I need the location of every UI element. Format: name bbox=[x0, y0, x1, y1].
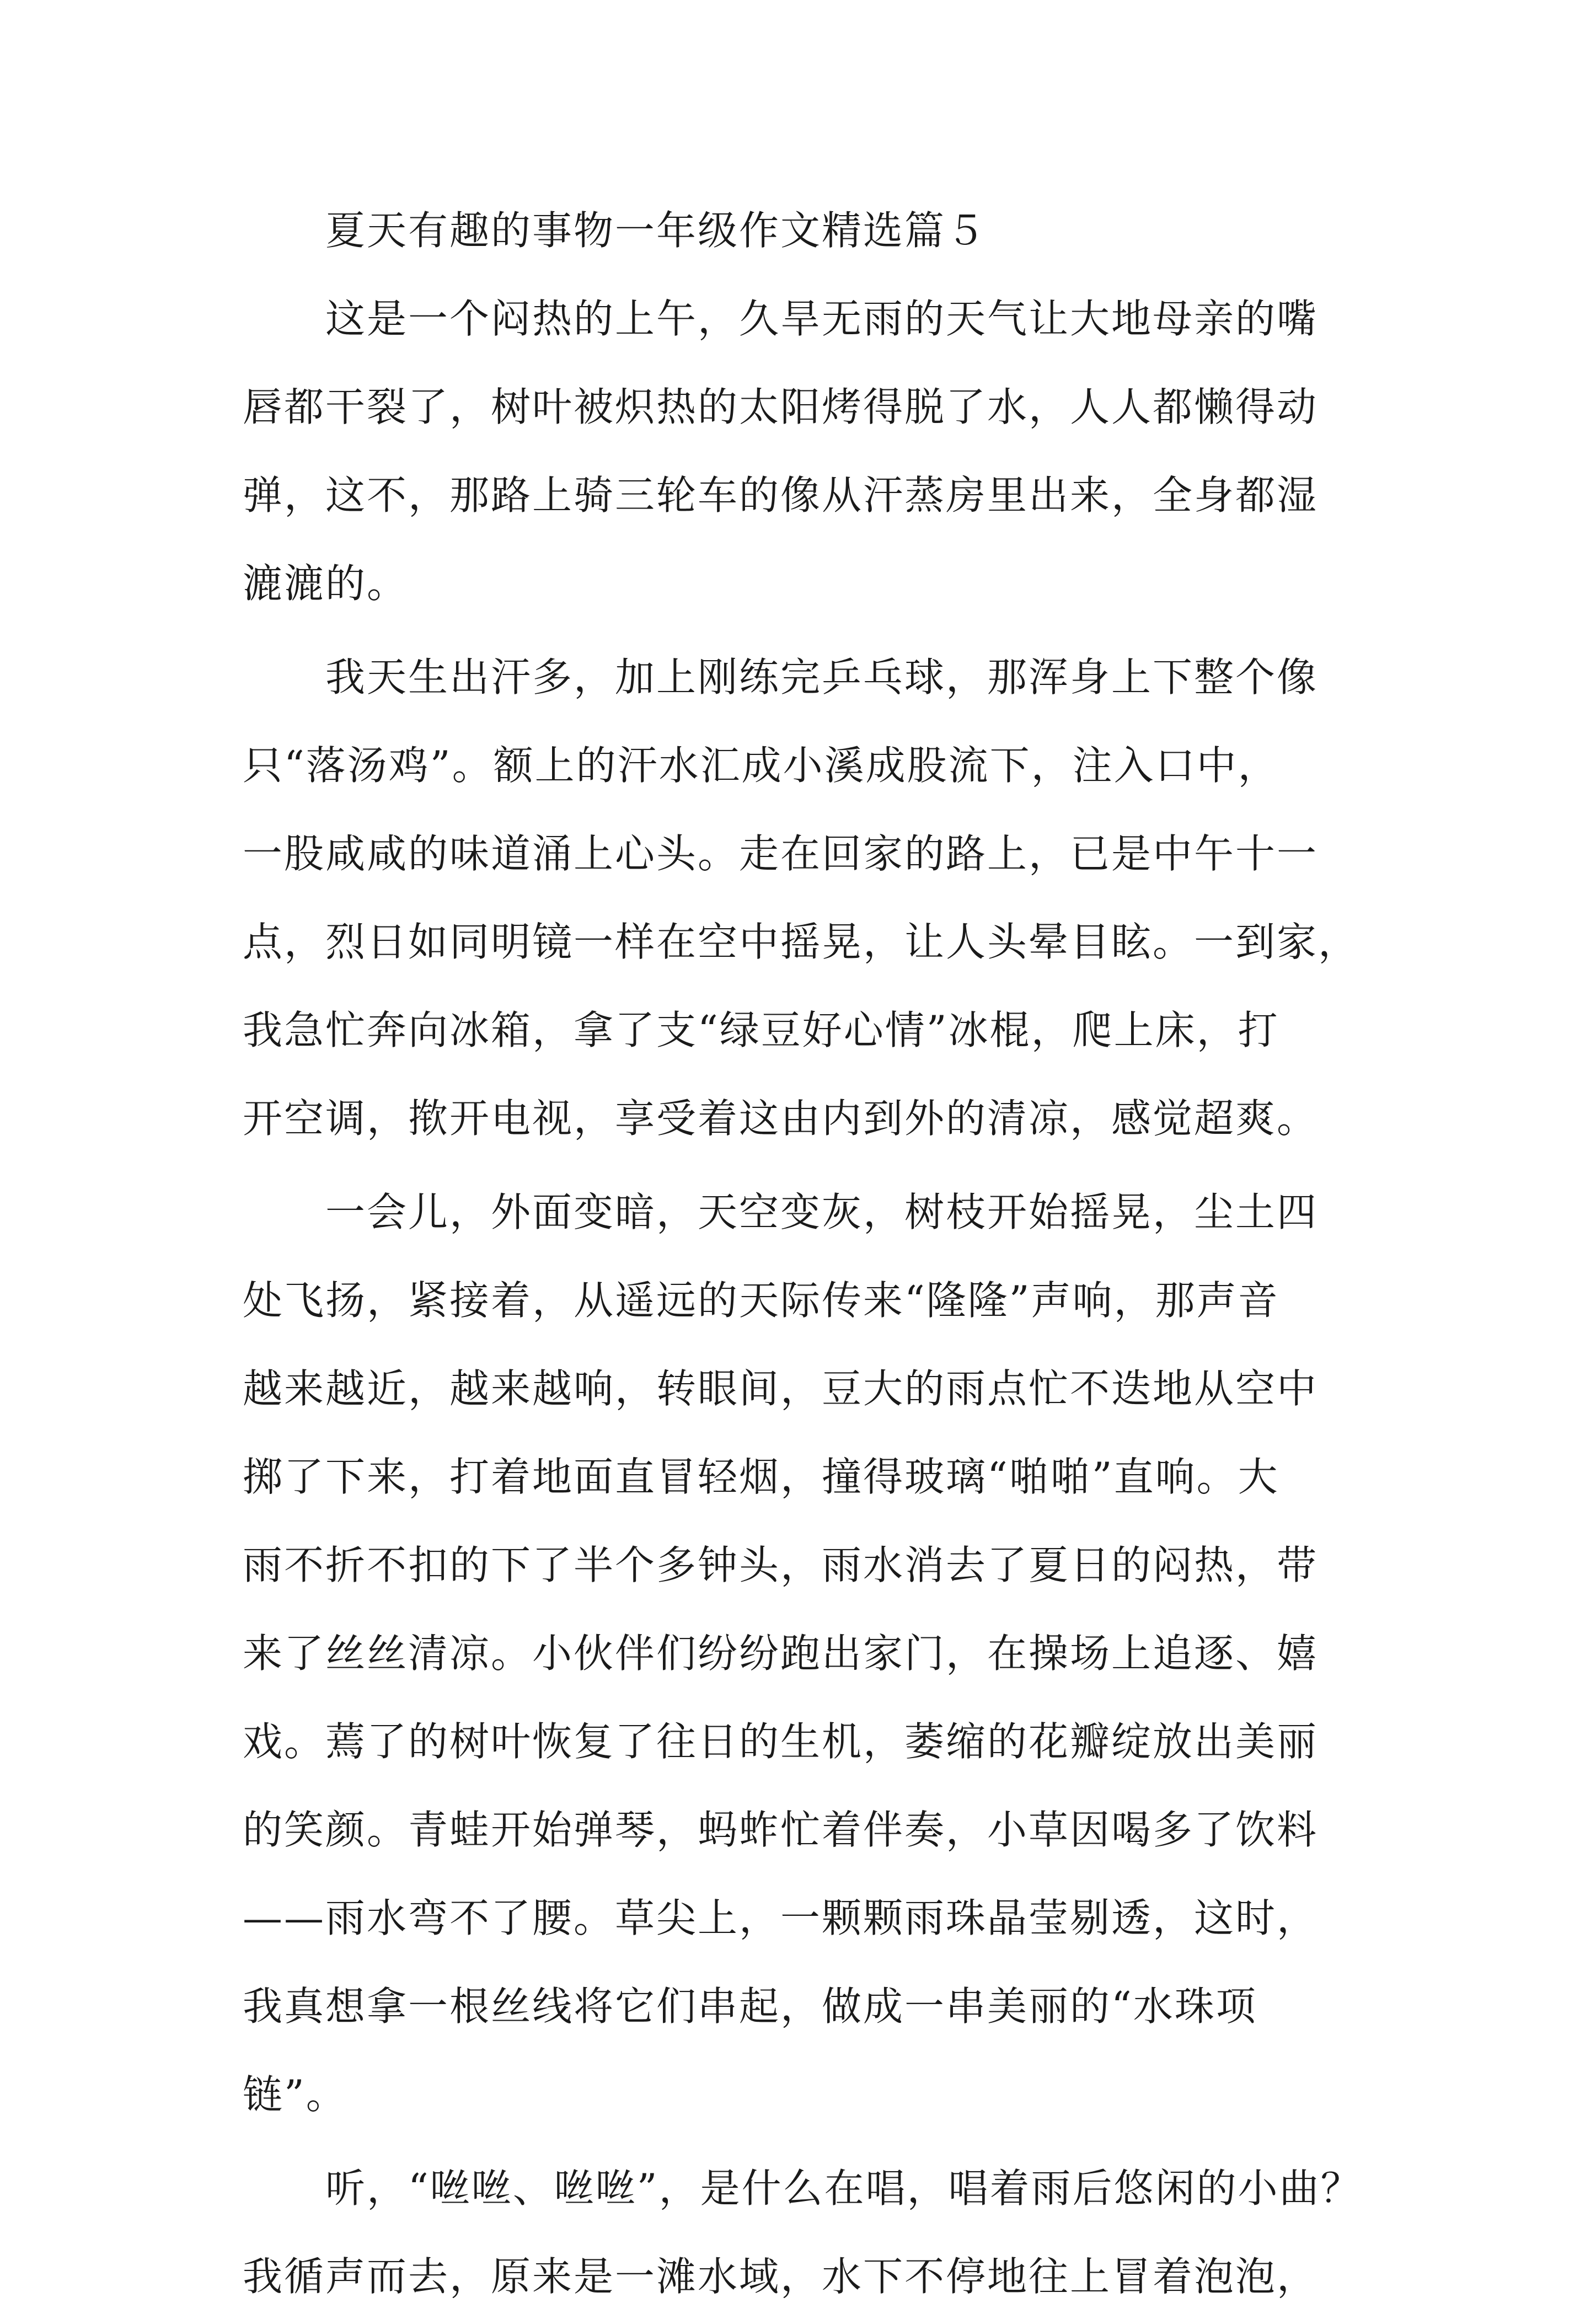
paragraph-3-line-4: 掷了下来，打着地面直冒轻烟，撞得玻璃“啪啪”直响。大 bbox=[243, 1454, 1279, 1500]
paragraph-4-line-2: 我循声而去，原来是一滩水域，水下不停地往上冒着泡泡， bbox=[243, 2253, 1319, 2300]
paragraph-3-line-2: 处飞扬，紧接着，从遥远的天际传来“隆隆”声响，那声音 bbox=[243, 1277, 1279, 1324]
paragraph-1-line-2: 唇都干裂了，树叶被炽热的太阳烤得脱了水，人人都懒得动 bbox=[243, 384, 1319, 430]
paragraph-2-line-6: 开空调，揿开电视，享受着这由内到外的清凉，感觉超爽。 bbox=[243, 1095, 1319, 1142]
paragraph-1-line-1: 这是一个闷热的上午，久旱无雨的天气让大地母亲的嘴 bbox=[325, 296, 1319, 342]
paragraph-3-line-6: 来了丝丝清凉。小伙伴们纷纷跑出家门，在操场上追逐、嬉 bbox=[243, 1630, 1319, 1677]
paragraph-4-line-1: 听，“咝咝、咝咝”，是什么在唱，唱着雨后悠闲的小曲？ bbox=[325, 2165, 1362, 2211]
paragraph-2-line-3: 一股咸咸的味道涌上心头。走在回家的路上，已是中午十一 bbox=[243, 831, 1319, 877]
essay-title: 夏天有趣的事物一年级作文精选篇５ bbox=[325, 207, 988, 254]
paragraph-3-line-9: ——雨水弯不了腰。草尖上，一颗颗雨珠晶莹剔透，这时， bbox=[243, 1895, 1319, 1941]
paragraph-3-line-3: 越来越近，越来越响，转眼间，豆大的雨点忙不迭地从空中 bbox=[243, 1365, 1319, 1412]
paragraph-3-line-10: 我真想拿一根丝线将它们串起，做成一串美丽的“水珠项 bbox=[243, 1983, 1257, 2029]
paragraph-3-line-11: 链”。 bbox=[243, 2071, 347, 2118]
paragraph-3-line-5: 雨不折不扣的下了半个多钟头，雨水消去了夏日的闷热，带 bbox=[243, 1542, 1319, 1588]
paragraph-3-line-8: 的笑颜。青蛙开始弹琴，蚂蚱忙着伴奏，小草因喝多了饮料 bbox=[243, 1807, 1319, 1853]
paragraph-3-line-7: 戏。蔫了的树叶恢复了往日的生机，萎缩的花瓣绽放出美丽 bbox=[243, 1718, 1319, 1765]
paragraph-2-line-5: 我急忙奔向冰箱，拿了支“绿豆好心情”冰棍，爬上床，打 bbox=[243, 1007, 1279, 1053]
paragraph-2-line-1: 我天生出汗多，加上刚练完乒乓球，那浑身上下整个像 bbox=[325, 654, 1319, 700]
paragraph-2-line-2: 只“落汤鸡”。额上的汗水汇成小溪成股流下，注入口中， bbox=[243, 742, 1279, 789]
paragraph-1-line-3: 弹，这不，那路上骑三轮车的像从汗蒸房里出来，全身都湿 bbox=[243, 472, 1319, 518]
paragraph-2-line-4: 点，烈日如同明镜一样在空中摇晃，让人头晕目眩。一到家， bbox=[243, 919, 1360, 965]
paragraph-3-line-1: 一会儿，外面变暗，天空变灰，树枝开始摇晃，尘土四 bbox=[325, 1189, 1319, 1235]
paragraph-1-line-4: 漉漉的。 bbox=[243, 560, 409, 607]
